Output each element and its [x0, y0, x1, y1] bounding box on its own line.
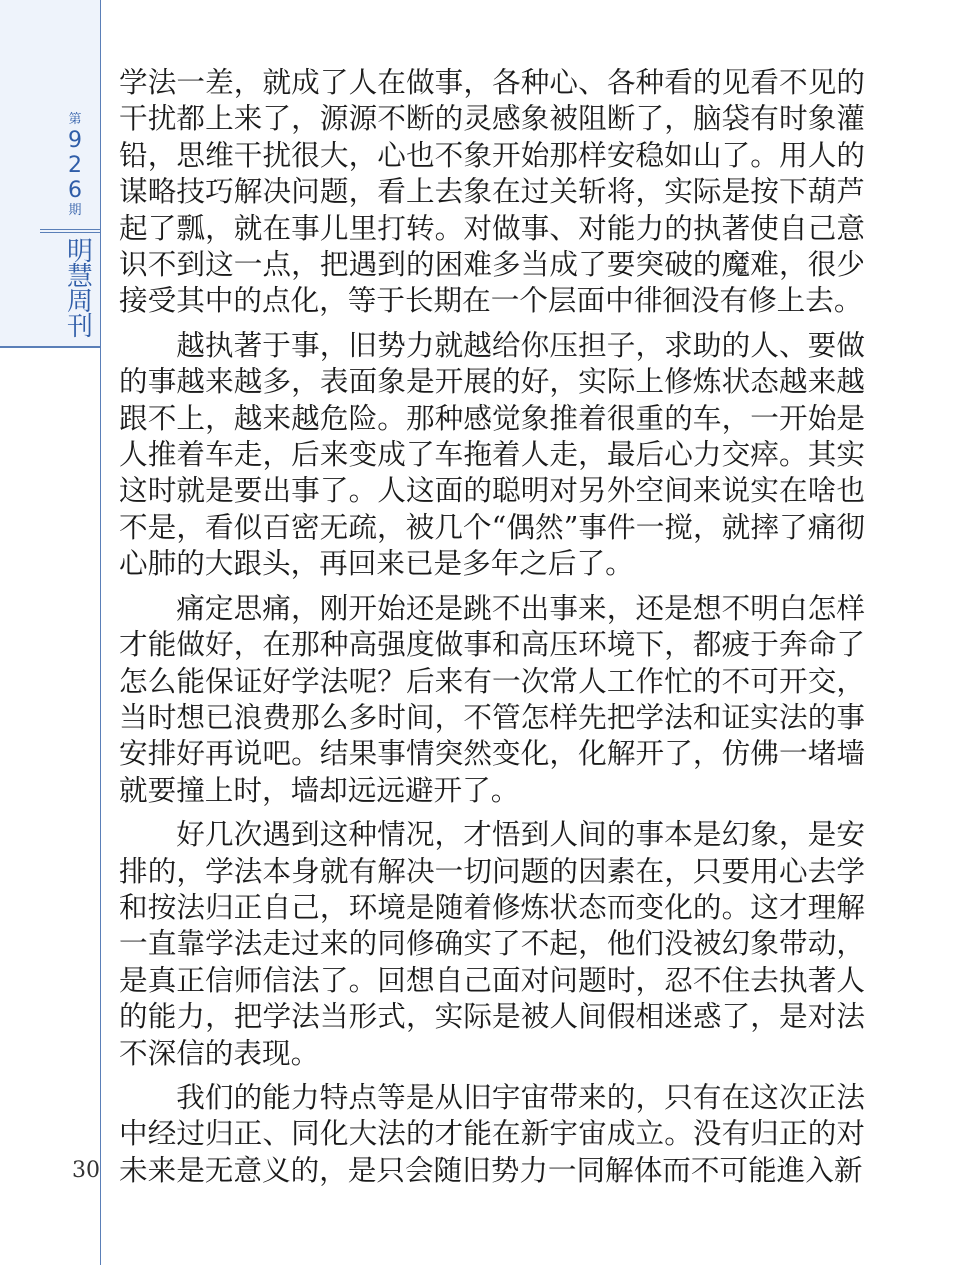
margin-rule	[100, 0, 101, 1265]
paragraph: 我们的能力特点等是从旧宇宙带来的，只有在这次正法中经过归正、同化大法的才能在新宇宙成立。没有归正的对未来是无意义的，是只会随旧势力一同解体而不可能進入新	[119, 1079, 865, 1187]
paragraph: 越执著于事，旧势力就越给你压担子，求助的人、要做的事越来越多，表面象是开展的好，实际上修炼状态越来越跟不上，越来越危险。那种感觉象推着很重的车，一开始是人推着车走，后来变成了车拖着人走，最后心力交瘁。其实这时就是要出事了。人这面的聪明对另外空间来说实在啥也不是，看似百密无疏，被几个“偶然”事件一搅，就摔了痛彻心肺的大跟头，再回来已是多年之后了。	[119, 327, 865, 581]
paragraph: 痛定思痛，刚开始还是跳不出事来，还是想不明白怎样才能做好，在那种高强度做事和高压环境下，都疲于奔命了怎么能保证好学法呢？后来有一次常人工作忙的不可开交，当时想已浪费那么多时间，不管怎样先把学法和证实法的事安排好再说吧。结果事情突然变化，化解开了，仿佛一堵墙就要撞上时，墙却远远避开了。	[119, 590, 865, 807]
article-body	[119, 64, 865, 1196]
tab-divider	[40, 232, 100, 233]
paragraph: 好几次遇到这种情况，才悟到人间的事本是幻象，是安排的，学法本身就有解决一切问题的因素在，只要用心去学和按法归正自己，环境是随着修炼状态而变化的。这才理解一直靠学法走过来的同修确实了不起，他们没被幻象带动，是真正信师信法了。回想自己面对问题时，忍不住去执著人的能力，把学法当形式，实际是被人间假相迷惑了，是对法不深信的表现。	[119, 817, 865, 1070]
issue-label	[60, 112, 90, 219]
side-tab	[0, 0, 100, 348]
tab-divider	[40, 229, 100, 230]
issue-digit: 6	[68, 178, 82, 203]
publication-title: 明慧周刊	[66, 237, 93, 342]
issue-digit: 9	[68, 128, 82, 153]
page-number: 30	[72, 1158, 100, 1183]
paragraph: 学法一差，就成了人在做事，各种心、各种看的见看不见的干扰都上来了，源源不断的灵感象被阻断了，脑袋有时象灌铅，思维干扰很大，心也不象开始那样安稳如山了。用人的谋略技巧解决问题，看上去象在过关斩将，实际是按下葫芦起了瓢，就在事儿里打转。对做事、对能力的执著使自己意识不到这一点，把遇到的困难多当成了要突破的魔难，很少接受其中的点化，等于长期在一个层面中徘徊没有修上去。	[119, 65, 865, 318]
issue-prefix: 第	[68, 112, 82, 127]
issue-suffix: 期	[68, 203, 82, 218]
issue-digit: 2	[68, 153, 82, 178]
